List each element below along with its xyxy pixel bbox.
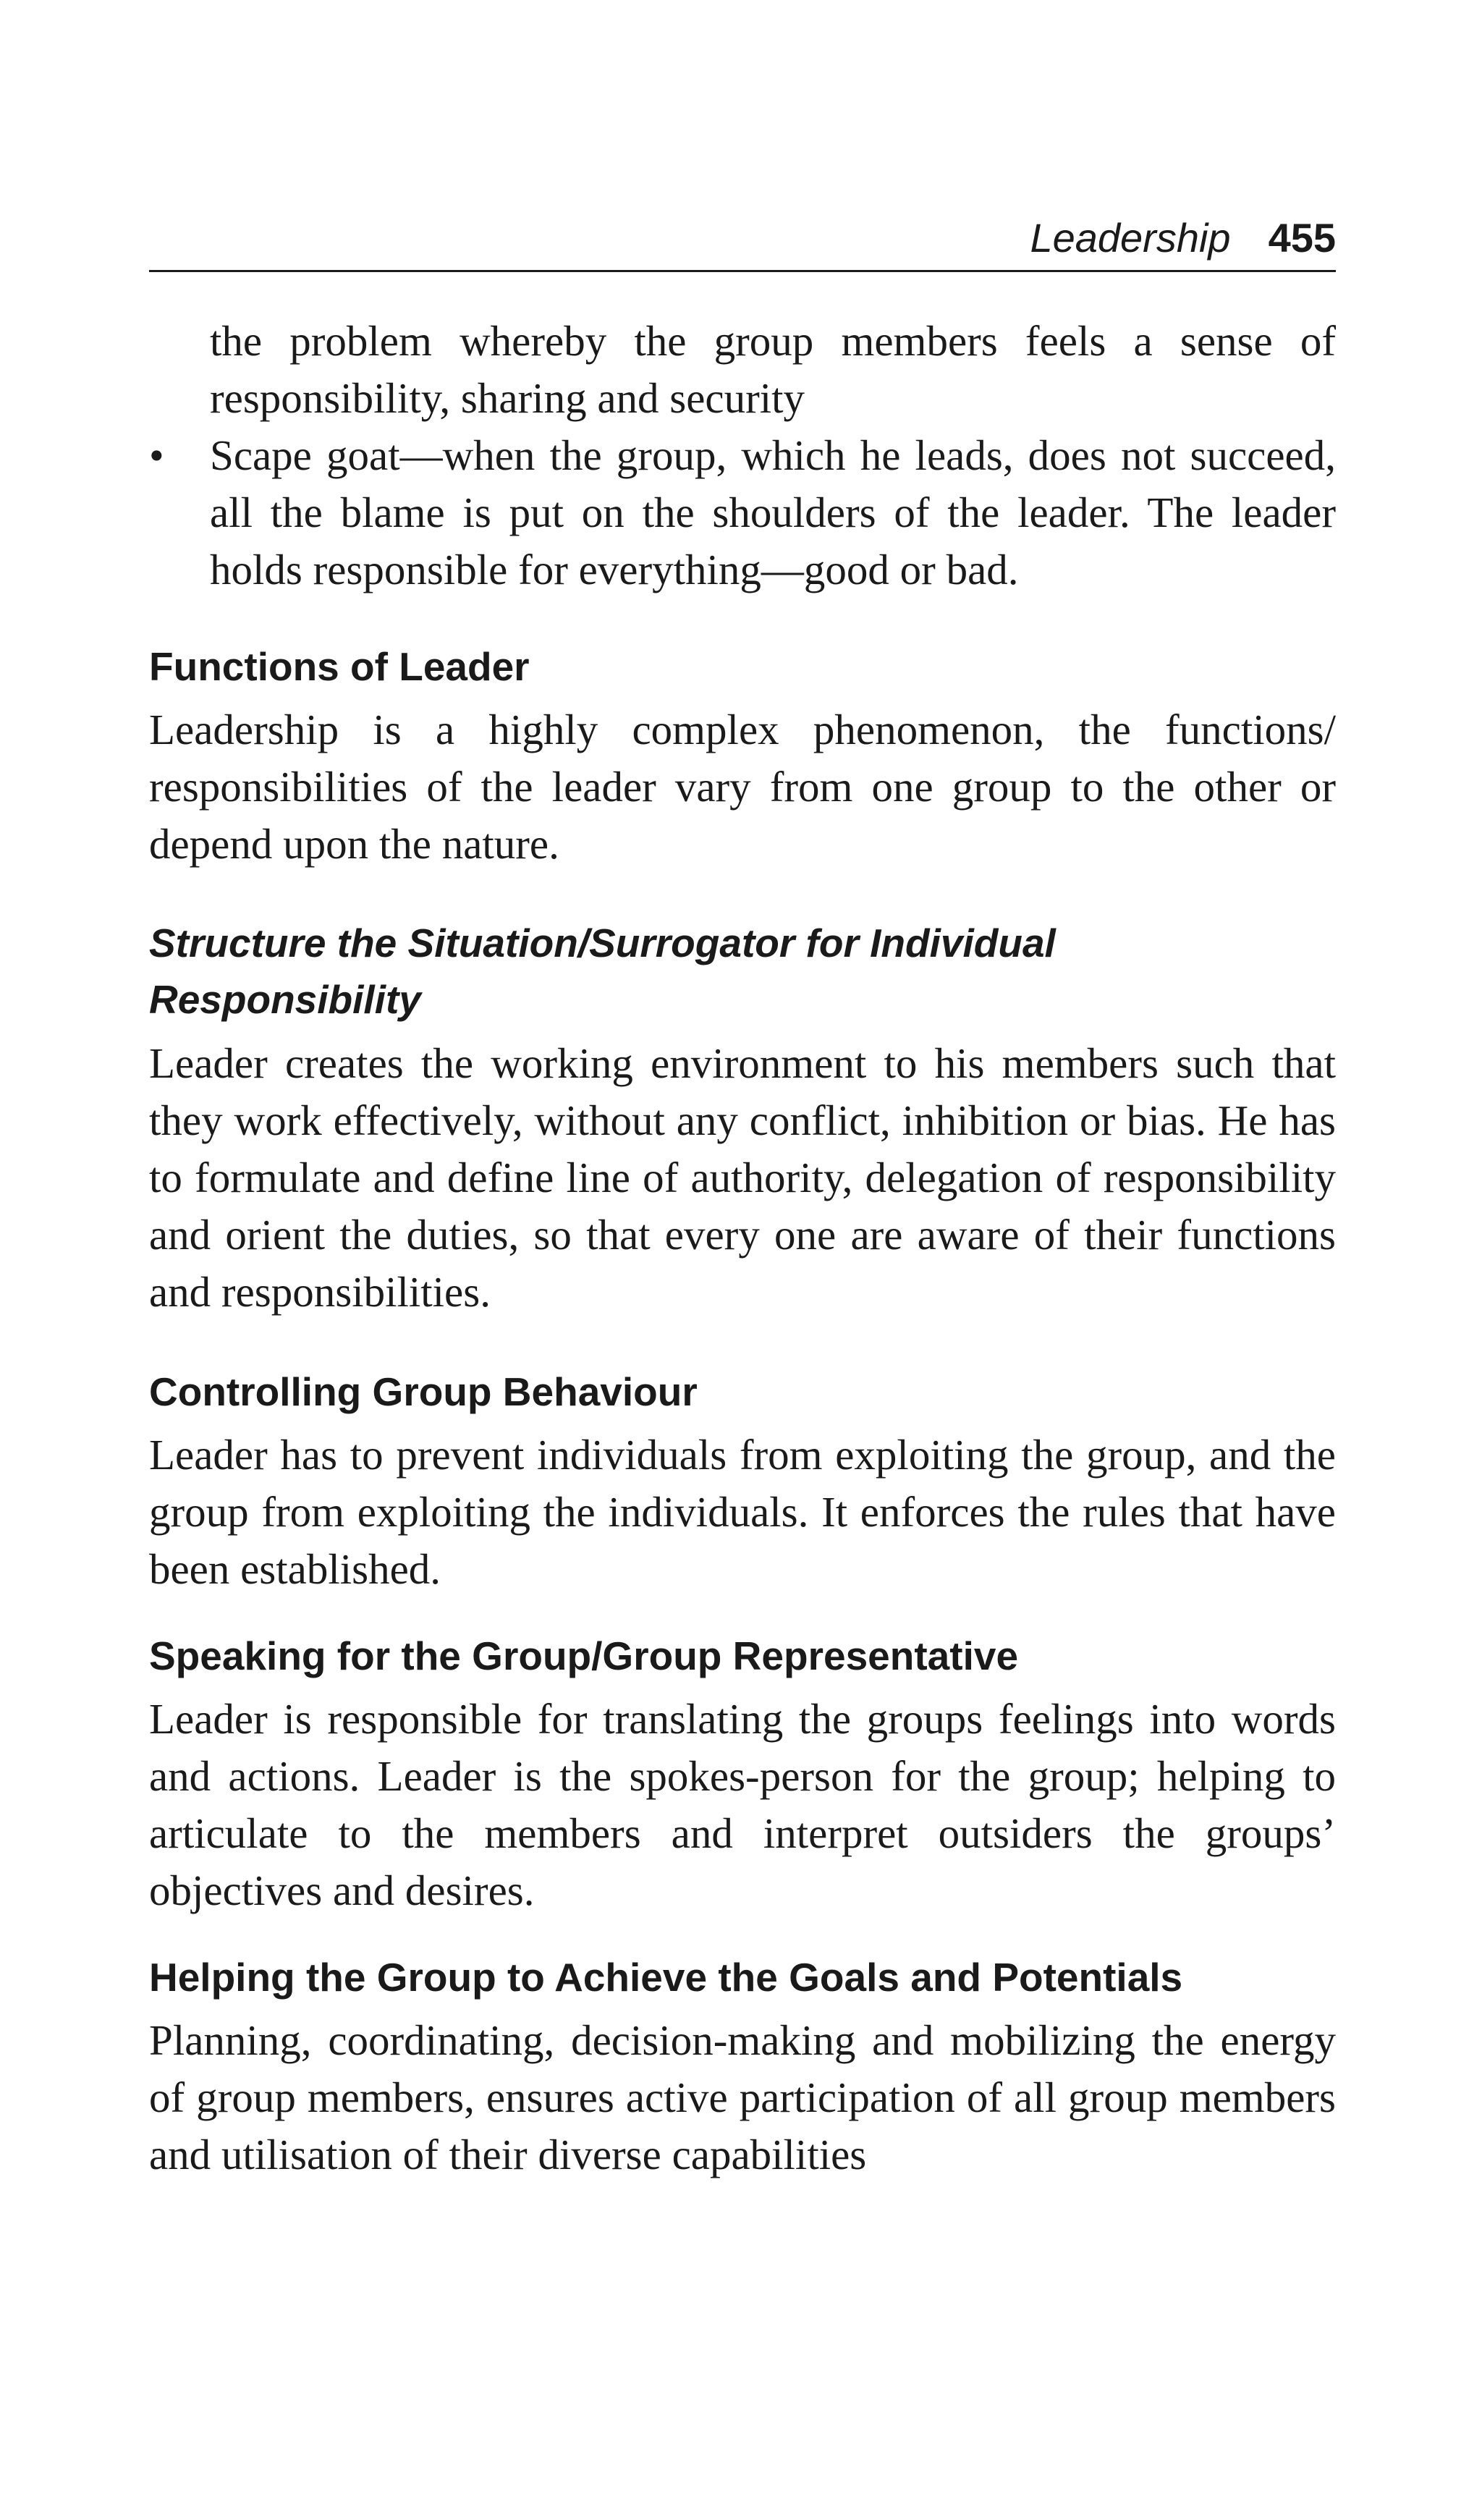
- subheading-structure-situation: Structure the Situation/Surrogator for Individual Responsibility: [149, 921, 1056, 1022]
- running-header: [149, 211, 1336, 272]
- paragraph-speaking-for-group: Leader is responsible for translating the groups feelings into words and actions. Leader is the spokes-person for the group; helping to articulate to the members and interpret outsiders the groups’ objectives and desires.: [149, 1695, 1336, 1914]
- heading-helping-group-achieve-goals: Helping the Group to Achieve the Goals and Potentials: [149, 1955, 1183, 2000]
- bullet-mark: •: [149, 431, 164, 479]
- heading-controlling-group-behaviour: Controlling Group Behaviour: [149, 1369, 698, 1414]
- heading-speaking-for-group: Speaking for the Group/Group Representative: [149, 1633, 1019, 1678]
- bullet-text: Scape goat—when the group, which he leads, does not succeed, all the blame is put on the shoulders of the leader. The leader holds responsible for everything—good or bad.: [210, 431, 1336, 593]
- paragraph-controlling-group-behaviour: Leader has to prevent individuals from exploiting the group, and the group from exploiting the individuals. It enforces the rules that have been established.: [149, 1431, 1336, 1593]
- continued-paragraph: the problem whereby the group members feels a sense of responsibility, sharing and security: [210, 317, 1336, 422]
- page-number: 455: [1268, 215, 1336, 261]
- paragraph-helping-group-achieve-goals: Planning, coordinating, decision-making and mobilizing the energy of group members, ensures active participation of all group members and utilisation of their diverse capabilities: [149, 2016, 1336, 2178]
- paragraph-structure-situation: Leader creates the working environment to his members such that they work effectively, without any conflict, inhibition or bias. He has to formulate and define line of authority, delegation of responsibility and orient the duties, so that every one are aware of their functions and responsibilities.: [149, 1039, 1336, 1316]
- heading-functions-of-leader: Functions of Leader: [149, 644, 530, 689]
- paragraph-functions-of-leader: Leadership is a highly complex phenomenon, the functions/ responsibilities of the leader vary from one group to the other or depend upon the nature.: [149, 706, 1336, 868]
- page-content: [149, 313, 1336, 2183]
- running-title: Leadership: [1030, 215, 1231, 261]
- bullet-item: [149, 427, 1336, 599]
